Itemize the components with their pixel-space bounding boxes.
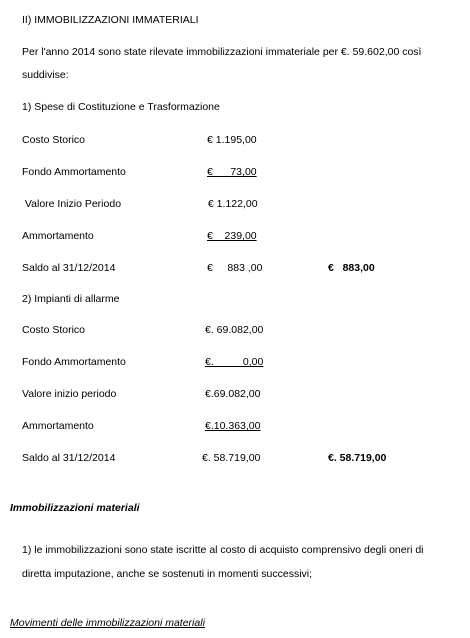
group1-row-label: Valore Inizio Periodo: [22, 198, 122, 210]
material-line-1: 1) le immobilizzazioni sono state iscritte al costo di acquisto comprensivo degli oneri di: [22, 544, 424, 556]
material-line-2: diretta imputazione, anche se sostenuti in momenti successivi;: [22, 568, 313, 580]
group2-row-label: Valore inizio periodo: [22, 388, 117, 400]
group1-row-value: € 73,00: [207, 166, 257, 178]
group2-row-value: €. 0,00: [205, 356, 264, 368]
group2-row-label: Ammortamento: [22, 420, 94, 432]
intro-line-1: Per l'anno 2014 sono state rilevate immobilizzazioni immateriale per €. 59.602,00 così: [22, 46, 422, 58]
group2-row-label: Costo Storico: [22, 324, 86, 336]
group1-saldo-label: Saldo al 31/12/2014: [22, 262, 116, 274]
movements-heading: Movimenti delle immobilizzazioni materiali: [10, 617, 205, 629]
group1-saldo-value: € 883 ,00: [207, 262, 263, 274]
group1-title: 1) Spese di Costituzione e Trasformazione: [22, 101, 220, 113]
group1-row-label: Ammortamento: [22, 230, 94, 242]
group2-row-value: €.10.363,00: [205, 420, 261, 432]
section-heading: II) IMMOBILIZZAZIONI IMMATERIALI: [22, 14, 199, 26]
group1-row-value: € 1.122,00: [205, 198, 258, 210]
group2-row-value: €. 69.082,00: [205, 324, 264, 336]
intro-line-2: suddivise:: [22, 69, 69, 81]
group2-saldo-value: €. 58.719,00: [202, 452, 261, 464]
group1-row-label: Fondo Ammortamento: [22, 166, 126, 178]
group2-saldo-total: €. 58.719,00: [328, 452, 387, 464]
group1-row-value: € 1.195,00: [207, 134, 257, 146]
material-heading: Immobilizzazioni materiali: [10, 502, 140, 514]
group2-row-label: Fondo Ammortamento: [22, 356, 126, 368]
group2-row-value: €.69.082,00: [205, 388, 261, 400]
group1-row-label: Costo Storico: [22, 134, 86, 146]
group1-saldo-total: € 883,00: [328, 262, 375, 274]
group2-saldo-label: Saldo al 31/12/2014: [22, 452, 116, 464]
group2-title: 2) Impianti di allarme: [22, 293, 120, 305]
group1-row-value: € 239,00: [207, 230, 257, 242]
